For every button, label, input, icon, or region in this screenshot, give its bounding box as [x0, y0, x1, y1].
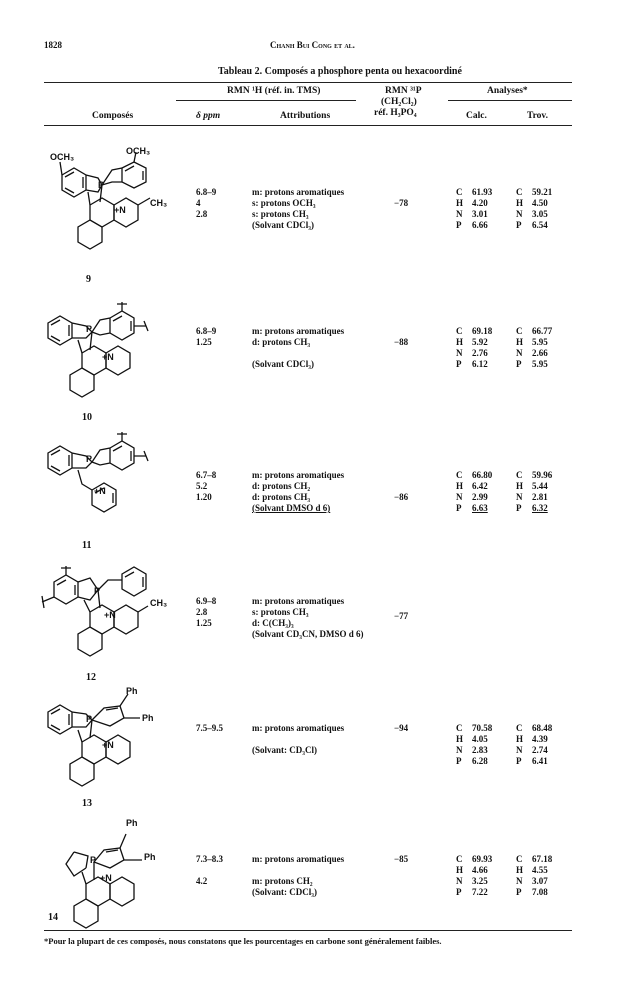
- label-och3-right: OCH₃: [126, 146, 151, 156]
- header-nmr1h: RMN ¹H (réf. in. TMS): [227, 86, 321, 96]
- structure-14: [56, 812, 176, 930]
- label-ph-top: Ph: [126, 818, 138, 828]
- label-n: +N: [100, 873, 112, 883]
- bottom-rule: [44, 930, 572, 931]
- compound-number: 12: [86, 672, 96, 683]
- delta-values: 6.9–8 2.8 1.25: [196, 596, 217, 628]
- label-p: P: [94, 586, 101, 596]
- structure-13: [40, 682, 180, 792]
- p31-shift: −77: [394, 611, 409, 621]
- page-number: 1828: [44, 40, 62, 50]
- p31-shift: −86: [394, 492, 409, 502]
- top-rule: [44, 82, 572, 83]
- attribution-values: m: protons aromatiques s: protons OCH₃ s: protons CH₃ (Solvant CDCl₃): [252, 187, 345, 230]
- trov-values: C 59.21 H 4.50 N 3.05 P 6.54: [516, 187, 553, 230]
- calc-values: C 69.93 H 4.66 N 3.25 P 7.22: [456, 854, 493, 897]
- calc-values: C 61.93 H 4.20 N 3.01 P 6.66: [456, 187, 493, 230]
- delta-values: 7.3–8.3 4.2: [196, 854, 223, 886]
- header-bottom-rule: [44, 125, 572, 126]
- label-p: P: [98, 180, 105, 190]
- header-nmr31p-3: réf. H₃PO₄: [374, 108, 417, 118]
- compound-number: 9: [86, 274, 91, 285]
- delta-values: 6.8–9 1.25: [196, 326, 217, 347]
- analyses-rule: [448, 100, 572, 101]
- label-p: P: [86, 324, 93, 334]
- trov-values: C 68.48 H 4.39 N 2.74 P 6.41: [516, 723, 553, 766]
- header-delta: δ ppm: [196, 111, 221, 121]
- table-caption: Tableau 2. Composés a phosphore penta ou hexacoordiné: [218, 66, 462, 77]
- p31-shift: −78: [394, 198, 409, 208]
- compound-number: 13: [82, 798, 92, 809]
- p31-shift: −85: [394, 854, 409, 864]
- header-trov: Trov.: [527, 111, 549, 121]
- table-footnote: *Pour la plupart de ces composés, nous constatons que les pourcentages en carbone sont généralement faibles.: [44, 936, 442, 946]
- label-och3-left: OCH₃: [50, 152, 75, 162]
- delta-values: 7.5–9.5: [196, 723, 223, 733]
- trov-values: C 66.77 H 5.95 N 2.66 P 5.95: [516, 326, 553, 369]
- label-p: P: [86, 714, 93, 724]
- attribution-values: m: protons aromatiques s: protons CH₃ d: C(CH₃)₃ (Solvant CD₃CN, DMSO d 6): [252, 596, 364, 639]
- p31-shift: −88: [394, 337, 409, 347]
- trov-values: C 67.18 H 4.55 N 3.07 P 7.08: [516, 854, 553, 897]
- header-attributions: Attributions: [280, 111, 331, 121]
- attribution-values: m: protons aromatiques d: protons CH₂ d: protons CH₃ (Solvant DMSO d 6): [252, 470, 345, 513]
- label-p: P: [86, 454, 93, 464]
- label-n: +N: [104, 610, 116, 620]
- delta-values: 6.7–8 5.2 1.20: [196, 470, 217, 502]
- p31-shift: −94: [394, 723, 409, 733]
- label-ph-top: Ph: [126, 686, 138, 696]
- calc-values: C 69.18 H 5.92 N 2.76 P 6.12: [456, 326, 493, 369]
- delta-values: 6.8–9 4 2.8: [196, 187, 217, 219]
- header-nmr31p-1: RMN ³¹P: [385, 86, 422, 96]
- label-ph-right: Ph: [142, 713, 154, 723]
- attribution-values: m: protons aromatiques (Solvant: CD₃Cl): [252, 723, 345, 755]
- label-n: +N: [94, 486, 106, 496]
- header-compounds: Composés: [92, 111, 134, 121]
- structure-11: [40, 428, 180, 528]
- compound-number: 11: [82, 540, 92, 551]
- attribution-values: m: protons aromatiques d: protons CH₃ (Solvant CDCl₃): [252, 326, 345, 369]
- header-nmr31p-2: (CH₂Cl₂): [381, 97, 417, 107]
- label-n: +N: [114, 205, 126, 215]
- attribution-values: m: protons aromatiques m: protons CH₂ (Solvant: CDCl₃): [252, 854, 345, 897]
- compound-number: 14: [48, 912, 58, 923]
- label-p: P: [90, 855, 97, 865]
- label-n: +N: [102, 740, 114, 750]
- header-calc: Calc.: [466, 111, 487, 121]
- label-ch3: CH₃: [150, 198, 168, 208]
- label-ph-right: Ph: [144, 852, 156, 862]
- nmr1h-rule: [176, 100, 356, 101]
- label-n: +N: [102, 352, 114, 362]
- label-ch3: CH₃: [150, 598, 168, 608]
- trov-values: C 59.96 H 5.44 N 2.81 P 6.32: [516, 470, 553, 513]
- header-analyses: Analyses*: [487, 86, 528, 96]
- running-title: Chanh Bui Cong et al.: [270, 40, 355, 50]
- calc-values: C 70.58 H 4.05 N 2.83 P 6.28: [456, 723, 493, 766]
- calc-values: C 66.80 H 6.42 N 2.99 P 6.63: [456, 470, 493, 513]
- compound-number: 10: [82, 412, 92, 423]
